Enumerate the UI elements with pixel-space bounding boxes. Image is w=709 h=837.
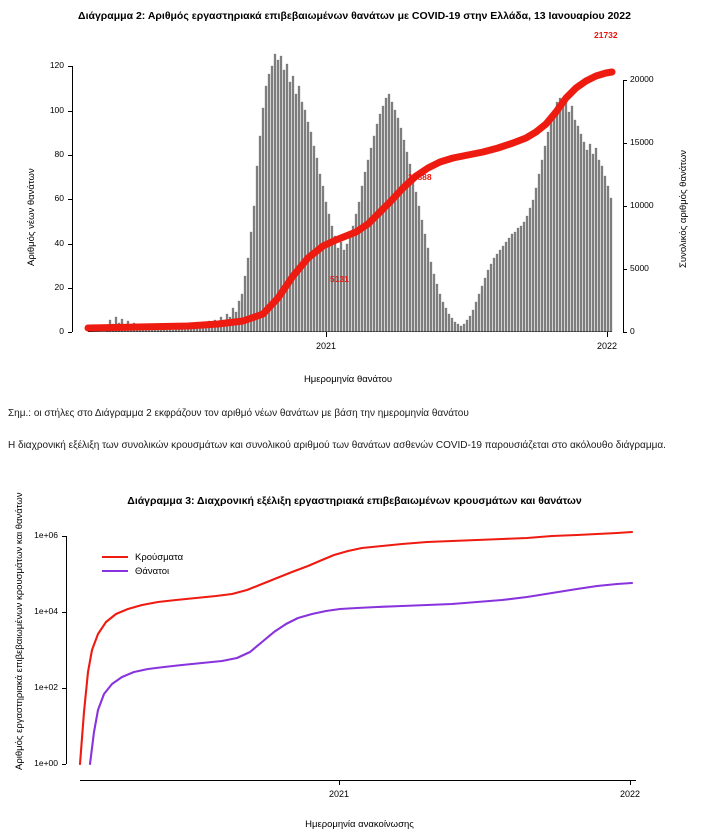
figure-2-ylabel-right: Συνολικός αριθμός θανάτων [678,150,689,268]
body-paragraph: Η διαχρονική εξέλιξη των συνολικών κρουσμάτων και συνολικού αριθμού των θανάτων ασθενών COVID-19 παρουσιάζεται στο ακόλουθο διάγραμμα. [8,440,666,451]
ytick-label-left-40: 40 [54,238,64,248]
xtick-label3-2021: 2021 [328,789,350,799]
figure-2-title: Διάγραμμα 2: Αριθμός εργαστηριακά επιβεβαιωμένων θανάτων με COVID-19 στην Ελλάδα, 13 Ιανουαρίου 2022 [78,10,631,22]
legend-label-deaths: Θάνατοι [135,565,170,577]
xtick-label-2022: 2022 [596,341,618,351]
ytick3-1e6 [62,536,66,537]
ytick-right-10000 [623,206,627,207]
figure-3-legend [102,550,183,578]
figure-2-xlabel: Ημερομηνία θανάτου [303,374,393,385]
ytick-label-right-10000: 10000 [630,200,654,210]
ytick3-1e4 [62,612,66,613]
ytick-label-1e6: 1e+06 [34,530,58,540]
ytick-120 [68,66,72,67]
ytick-label-right-0: 0 [630,326,635,336]
figure-2-ylabel-left: Αριθμός νέων θανάτων [26,168,37,266]
figure-3 [0,488,709,837]
figure-3-y-axis [66,536,67,764]
xtick-2022 [607,332,608,337]
xtick3-2022 [630,780,631,785]
ytick-40 [68,244,72,245]
ytick-label-right-15000: 15000 [630,137,654,147]
xtick3-2021 [339,780,340,785]
ytick-label-left-20: 20 [54,282,64,292]
ytick-right-5000 [623,269,627,270]
ytick-label-left-80: 80 [54,149,64,159]
figure-3-title: Διάγραμμα 3: Διαχρονική εξέλιξη εργαστηριακά επιβεβαιωμένων κρουσμάτων και θανάτων [127,495,582,507]
ytick-label-1e2: 1e+02 [34,682,58,692]
ytick-20 [68,288,72,289]
figure-3-ylabel: Αριθμός εργαστηριακά επιβεβαιωμένων κρουσμάτων και θανάτων [14,492,25,770]
ytick-0 [68,332,72,333]
figure-3-xlabel: Ημερομηνία ανακοίνωσης [305,819,414,830]
ytick-80 [68,155,72,156]
ytick-label-right-20000: 20000 [630,74,654,84]
ytick3-1e2 [62,688,66,689]
figure-2-bars [106,54,612,332]
figure-2-plot-area [26,30,689,385]
xtick-label3-2022: 2022 [619,789,641,799]
ytick-right-0 [623,332,627,333]
ytick-label-right-5000: 5000 [630,263,649,273]
ytick-label-left-60: 60 [54,193,64,203]
legend-swatch-cases [102,556,128,559]
ytick-60 [68,199,72,200]
ytick-label-left-100: 100 [49,105,64,115]
ytick-100 [68,111,72,112]
ytick-label-1e0: 1e+00 [34,758,58,768]
ytick-right-15000 [623,143,627,144]
ytick-right-20000 [623,80,627,81]
ytick-label-1e4: 1e+04 [34,606,58,616]
legend-swatch-deaths [102,570,128,573]
ytick3-1e0 [62,764,66,765]
annotation-21732: 21732 [594,30,618,40]
xtick-2021 [326,332,327,337]
figure-2-svg [78,36,618,332]
annotation-5131: 5131 [330,274,349,284]
legend-item-deaths [102,564,183,578]
ytick-label-left-0: 0 [59,326,64,336]
figure-2 [0,0,709,392]
figure-3-deaths-line [90,583,632,764]
legend-item-cases [102,550,183,564]
ytick-label-left-120: 120 [49,60,64,70]
xtick-label-2021: 2021 [315,341,337,351]
figure-2-y-axis-left [72,66,73,332]
figure-2-note: Σημ.: οι στήλες στο Διάγραμμα 2 εκφράζουν τον αριθμό νέων θανάτων με βάση την ημερομηνία θανάτου [8,408,469,419]
annotation-10888: 10888 [408,172,432,182]
figure-3-x-axis [80,780,636,781]
legend-label-cases: Κρούσματα [135,551,184,563]
